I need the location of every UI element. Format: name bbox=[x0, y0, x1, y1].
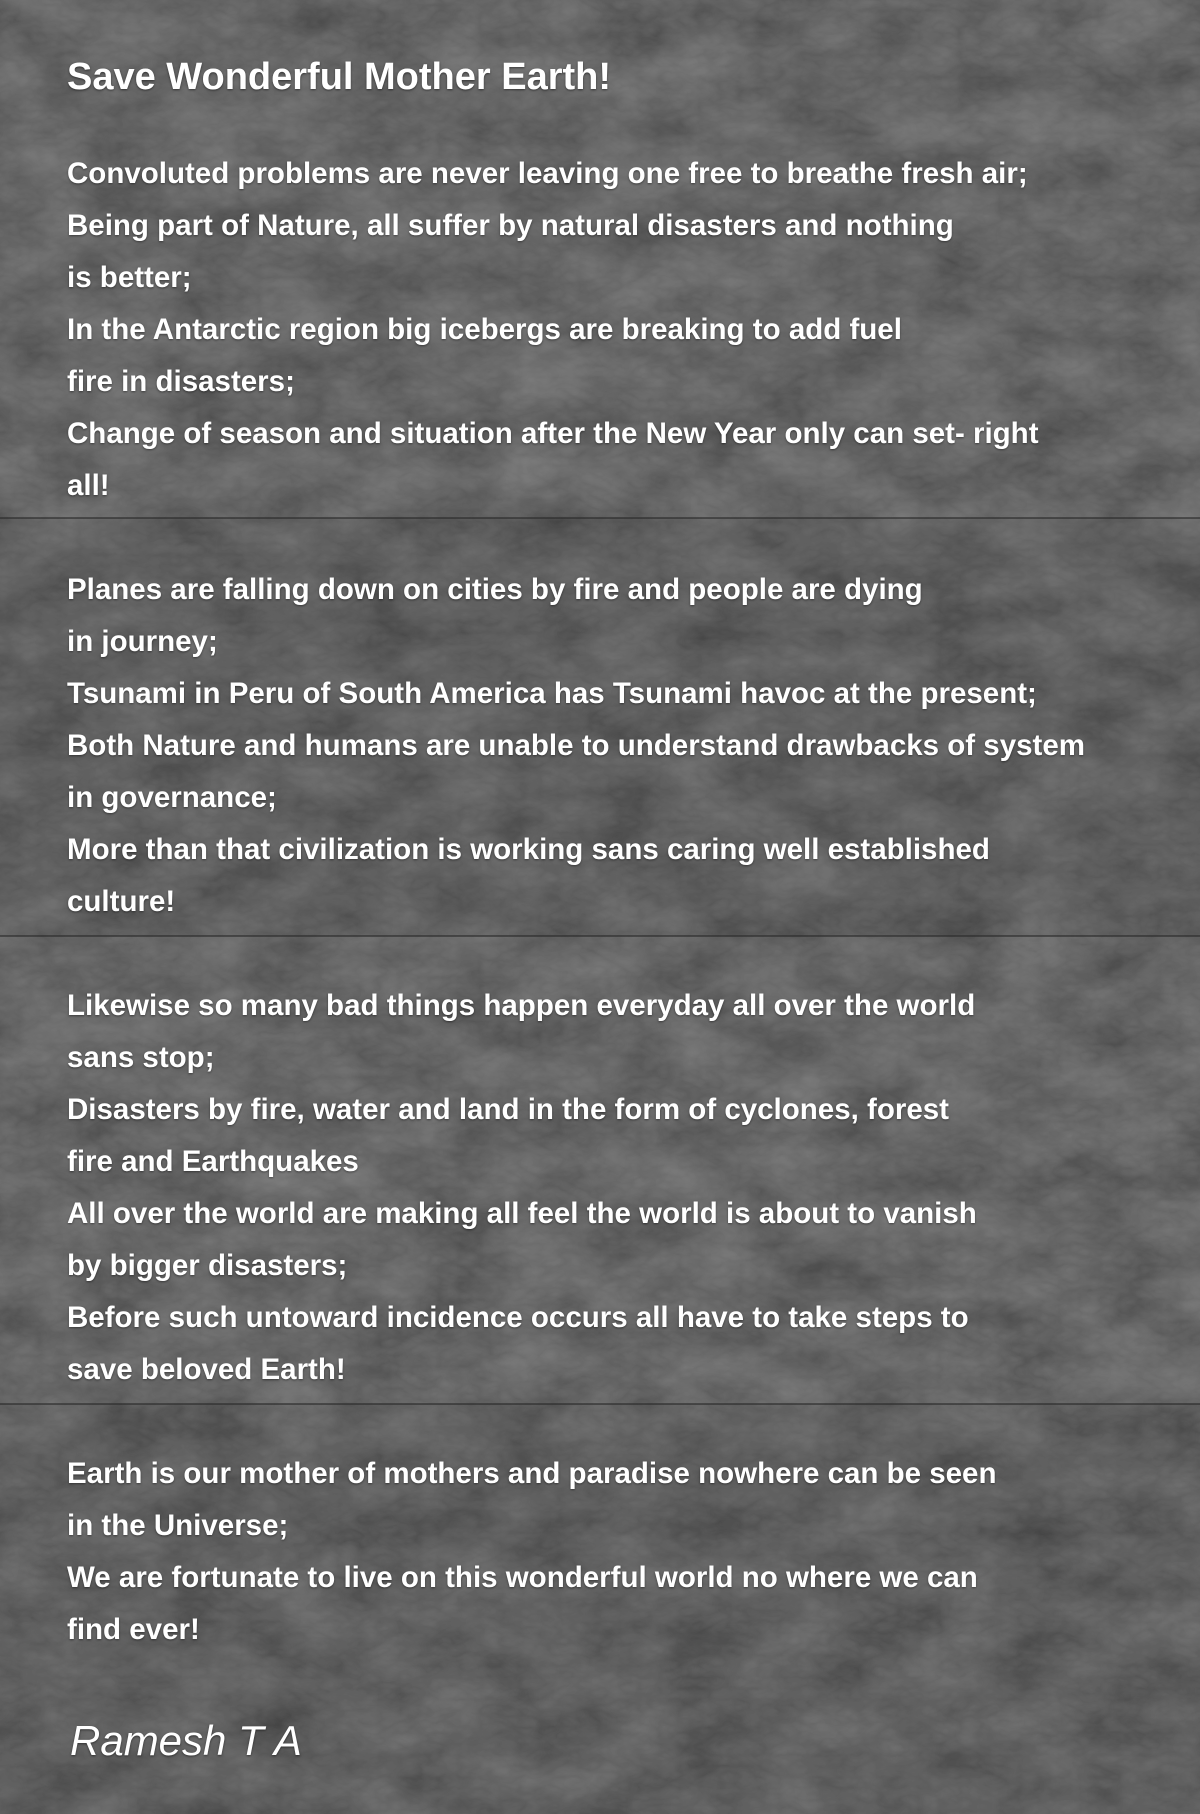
poem-title: Save Wonderful Mother Earth! bbox=[67, 56, 612, 98]
poem-line: fire and Earthquakes bbox=[67, 1145, 359, 1178]
poem-line: Disasters by fire, water and land in the form of cyclones, forest bbox=[67, 1093, 949, 1126]
poem-line: find ever! bbox=[67, 1613, 200, 1646]
poem-line: sans stop; bbox=[67, 1041, 215, 1074]
poem-line: Both Nature and humans are unable to understand drawbacks of system bbox=[67, 729, 1085, 762]
poem-line: More than that civilization is working sans caring well established bbox=[67, 833, 990, 866]
poem-line: in journey; bbox=[67, 625, 218, 658]
poem-author: Ramesh T A bbox=[70, 1717, 302, 1764]
poem-line: by bigger disasters; bbox=[67, 1249, 348, 1282]
poem-line: in governance; bbox=[67, 781, 277, 814]
poem-line: In the Antarctic region big icebergs are breaking to add fuel bbox=[67, 313, 902, 346]
stanza-3 bbox=[67, 980, 977, 1396]
poem-line: We are fortunate to live on this wonderful world no where we can bbox=[67, 1561, 978, 1594]
poem-line: Planes are falling down on cities by fire and people are dying bbox=[67, 573, 923, 606]
poem-line: Convoluted problems are never leaving one free to breathe fresh air; bbox=[67, 157, 1028, 190]
poem-line: Likewise so many bad things happen everyday all over the world bbox=[67, 989, 976, 1022]
poem-line: Tsunami in Peru of South America has Tsunami havoc at the present; bbox=[67, 677, 1037, 710]
poem-line: save beloved Earth! bbox=[67, 1353, 346, 1386]
poem-line: is better; bbox=[67, 261, 192, 294]
poem-line: Being part of Nature, all suffer by natural disasters and nothing bbox=[67, 209, 954, 242]
poem-line: Before such untoward incidence occurs all have to take steps to bbox=[67, 1301, 969, 1334]
poem-line: culture! bbox=[67, 885, 176, 918]
poem-line: all! bbox=[67, 469, 110, 502]
stanza-4 bbox=[67, 1448, 996, 1656]
poem-line: in the Universe; bbox=[67, 1509, 289, 1542]
poem-line: Earth is our mother of mothers and paradise nowhere can be seen bbox=[67, 1457, 997, 1490]
stanza-2 bbox=[67, 564, 1085, 928]
poem-line: Change of season and situation after the New Year only can set- right bbox=[67, 417, 1039, 450]
stanza-1 bbox=[67, 148, 1039, 512]
poem-line: fire in disasters; bbox=[67, 365, 295, 398]
poem-line: All over the world are making all feel the world is about to vanish bbox=[67, 1197, 977, 1230]
